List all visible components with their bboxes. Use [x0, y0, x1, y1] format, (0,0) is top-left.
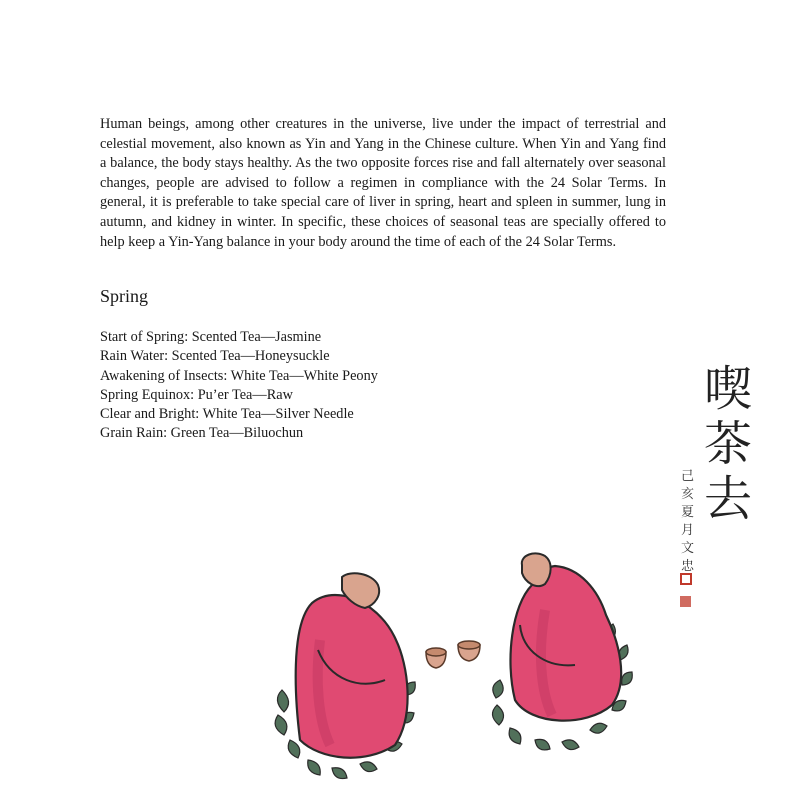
right-figure-robe [510, 566, 621, 721]
inscription-char: 忠 [681, 559, 695, 574]
solar-term-item: Clear and Bright: White Tea—Silver Needle [100, 406, 354, 423]
solar-term-item: Spring Equinox: Pu’er Tea—Raw [100, 386, 293, 403]
solar-term-item: Rain Water: Scented Tea—Honeysuckle [100, 348, 330, 365]
inscription-char: 亥 [681, 487, 695, 502]
tea-cups [426, 641, 480, 668]
right-figure-head [522, 553, 551, 586]
inscription-char: 文 [681, 541, 695, 556]
inscription-char: 己 [681, 469, 695, 484]
intro-paragraph: Human beings, among other creatures in the universe, live under the impact of terrestrial and celestial movement, also known as Yin and Yang in the Chinese culture. When Yin and Yang find a balance, the body stays healthy. As the two opposite forces rise and fall alternately over seasonal changes, people are advised to follow a regimen in compliance with the 24 Solar Terms. In general, it is preferable to take special care of liver in spring, heart and spleen in summer, lung in autumn, and kidney in winter. In specific, these choices of seasonal teas are specially offered to help keep a Yin-Yang balance in your body around the time of each of the 24 Solar Terms. [100, 116, 666, 250]
inscription-char: 夏 [681, 505, 695, 520]
inscription [681, 469, 695, 574]
seal-stamp [681, 574, 691, 584]
left-figure-robe [296, 595, 408, 758]
calligraphy-title-char: 茶 [704, 416, 753, 472]
tea-cup-rim [426, 648, 446, 656]
calligraphy-title-char: 喫 [704, 361, 753, 417]
solar-term-item: Start of Spring: Scented Tea—Jasmine [100, 329, 322, 345]
tea-cup-rim [458, 641, 480, 649]
season-heading: Spring [100, 286, 149, 306]
seal-stamp [680, 596, 691, 607]
inscription-char: 月 [681, 523, 695, 538]
solar-term-item: Grain Rain: Green Tea—Biluochun [100, 425, 304, 442]
calligraphy-title-char: 去 [704, 471, 753, 527]
solar-term-item: Awakening of Insects: White Tea—White Peony [100, 367, 378, 384]
